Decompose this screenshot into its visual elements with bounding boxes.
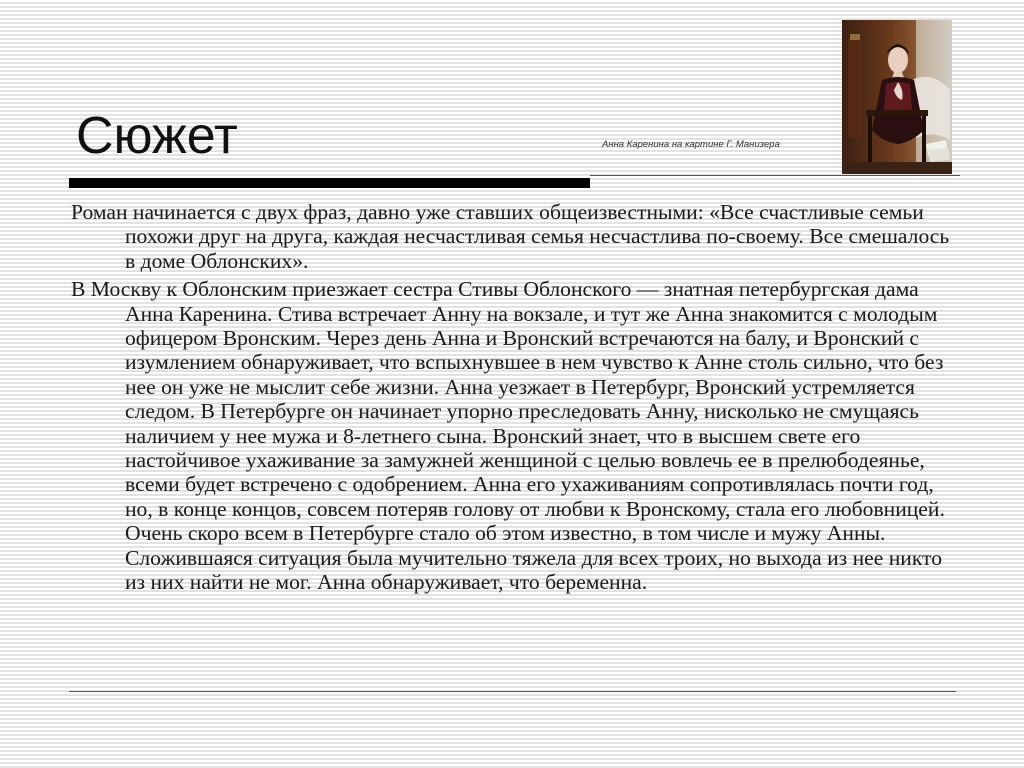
plot-text bbox=[71, 200, 956, 599]
paragraph-opening-phrase: Роман начинается с двух фраз, давно уже ставших общеизвестными: «Все счастливые семьи похожи друг на друга, каждая несчастливая семья несчастлива по-своему. Все смешалось в доме Облонских». bbox=[71, 200, 950, 273]
image-caption: Анна Каренина на картине Г. Манизера bbox=[602, 139, 780, 150]
slide-title: Сюжет bbox=[76, 107, 238, 165]
anna-karenina-painting bbox=[842, 20, 952, 174]
paragraph-plot-summary: В Москву к Облонским приезжает сестра Стивы Облонского — знатная петербургская дама Анна Каренина. Стива встречает Анну на вокзале, и тут же Анна знакомится с молодым офицером Вронским. Через день Анна и Вронский встречаются на балу, и Вронский с изумлением обнаруживает, что вспыхнувшее в нем чувство к Анне столь сильно, что без нее он уже не мыслит себе жизни. Анна уезжает в Петербург, Вронский устремляется следом. В Петербурге он начинает упорно преследовать Анну, нисколько не смущаясь наличием у нее мужа и 8-летнего сына. Вронский знает, что в высшем свете его настойчивое ухаживание за замужней женщиной с целью вовлечь ее в прелюбодеянье, всеми будет встречено с одобрением. Анна его ухаживаниям сопротивлялась почти год, но, в конце концов, совсем потеряв голову от любви к Вронскому, стала его любовницей. Очень скоро всем в Петербурге стало об этом известно, в том числе и мужу Анны. Сложившаяся ситуация была мучительно тяжела для всех троих, но выхода из нее никто из них найти не мог. Анна обнаруживает, что беременна. bbox=[71, 277, 945, 595]
bottom-divider bbox=[69, 691, 956, 692]
title-divider bbox=[590, 175, 960, 176]
title-underline bbox=[69, 178, 590, 188]
